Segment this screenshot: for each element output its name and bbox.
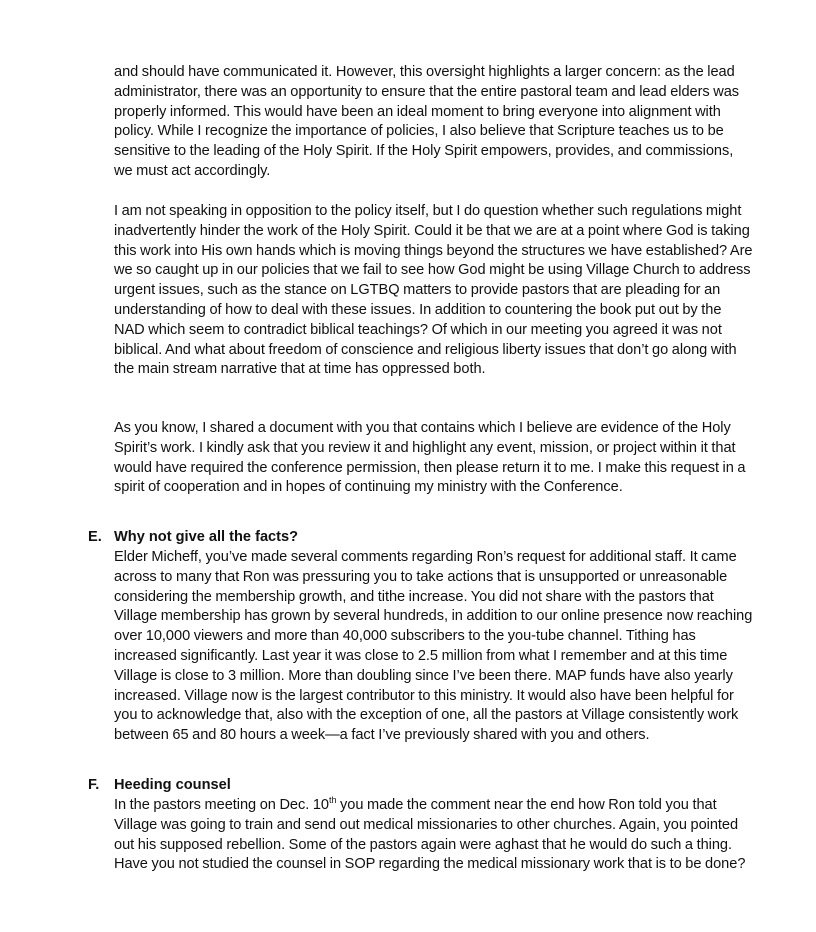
section-e-title: Why not give all the facts?	[114, 529, 299, 545]
section-f-body-end: you made the comment near the end how Ron told you that Village was going to train and send out medical missionaries to other churches. Again, you pointed out his supposed rebellion. Some of the pastors again were aghast that he would do such a thing. Have you not studied the counsel in SOP regarding the medical missionary work that is to be done?	[114, 797, 746, 873]
paragraph-holy-spirit-policy: I am not speaking in opposition to the policy itself, but I do question whether such regulations might inadvertently hinder the work of the Holy Spirit. Could it be that we are at a point where God is taking this work into His own hands which is moving things beyond the structures we have established? Are we so caught up in our policies that we fail to see how God might be using Village Church to address urgent issues, such as the stance on LGTBQ matters to provide pastors that are pleading for an understanding of how to deal with these issues. In addition to countering the book put out by the NAD which seem to contradict biblical teachings? Of which in our meeting you agreed it was not biblical. And what about freedom of conscience and religious liberty issues that don’t go along with the main stream narrative that at time has oppressed both.	[114, 203, 753, 378]
ordinal-suffix: th	[329, 795, 337, 806]
section-e-heading	[88, 528, 298, 548]
section-e-letter: E.	[88, 529, 102, 545]
section-f-heading	[88, 776, 231, 796]
section-f-body-start: In the pastors meeting on Dec. 10	[114, 797, 329, 813]
paragraph-document-request: As you know, I shared a document with you that contains which I believe are evidence of the Holy Spirit’s work. I kindly ask that you review it and highlight any event, mission, or project within it that would have required the conference permission, then please return it to me. I make this request in a spirit of cooperation and in hopes of continuing my ministry with the Conference.	[114, 420, 746, 496]
section-f-title: Heeding counsel	[114, 777, 231, 793]
paragraph-oversight: and should have communicated it. However, this oversight highlights a larger concern: as the lead administrator, there was an opportunity to ensure that the entire pastoral team and lead elders was properly informed. This would have been an ideal moment to bring everyone into alignment with policy. While I recognize the importance of policies, I also believe that Scripture teaches us to be sensitive to the leading of the Holy Spirit. If the Holy Spirit empowers, provides, and commissions, we must act accordingly.	[114, 64, 740, 179]
section-f-letter: F.	[88, 777, 100, 793]
section-e-body: Elder Micheff, you’ve made several comments regarding Ron’s request for additional staff. It came across to many that Ron was pressuring you to take actions that is unsupported or unreasonable considering the membership growth, and tithe increase. You did not share with the pastors that Village membership has grown by several hundreds, in addition to our online presence now reaching over 10,000 viewers and more than 40,000 subscribers to the you-tube channel. Tithing has increased significantly. Last year it was close to 2.5 million from what I remember and at this time Village is close to 3 million. More than doubling since I’ve been there. MAP funds have also yearly increased. Village now is the largest contributor to this ministry. It would also have been helpful for you to acknowledge that, also with the exception of one, all the pastors at Village consistently work between 65 and 80 hours a week—a fact I’ve previously shared with you and others.	[114, 549, 753, 744]
section-f-body	[114, 796, 754, 875]
